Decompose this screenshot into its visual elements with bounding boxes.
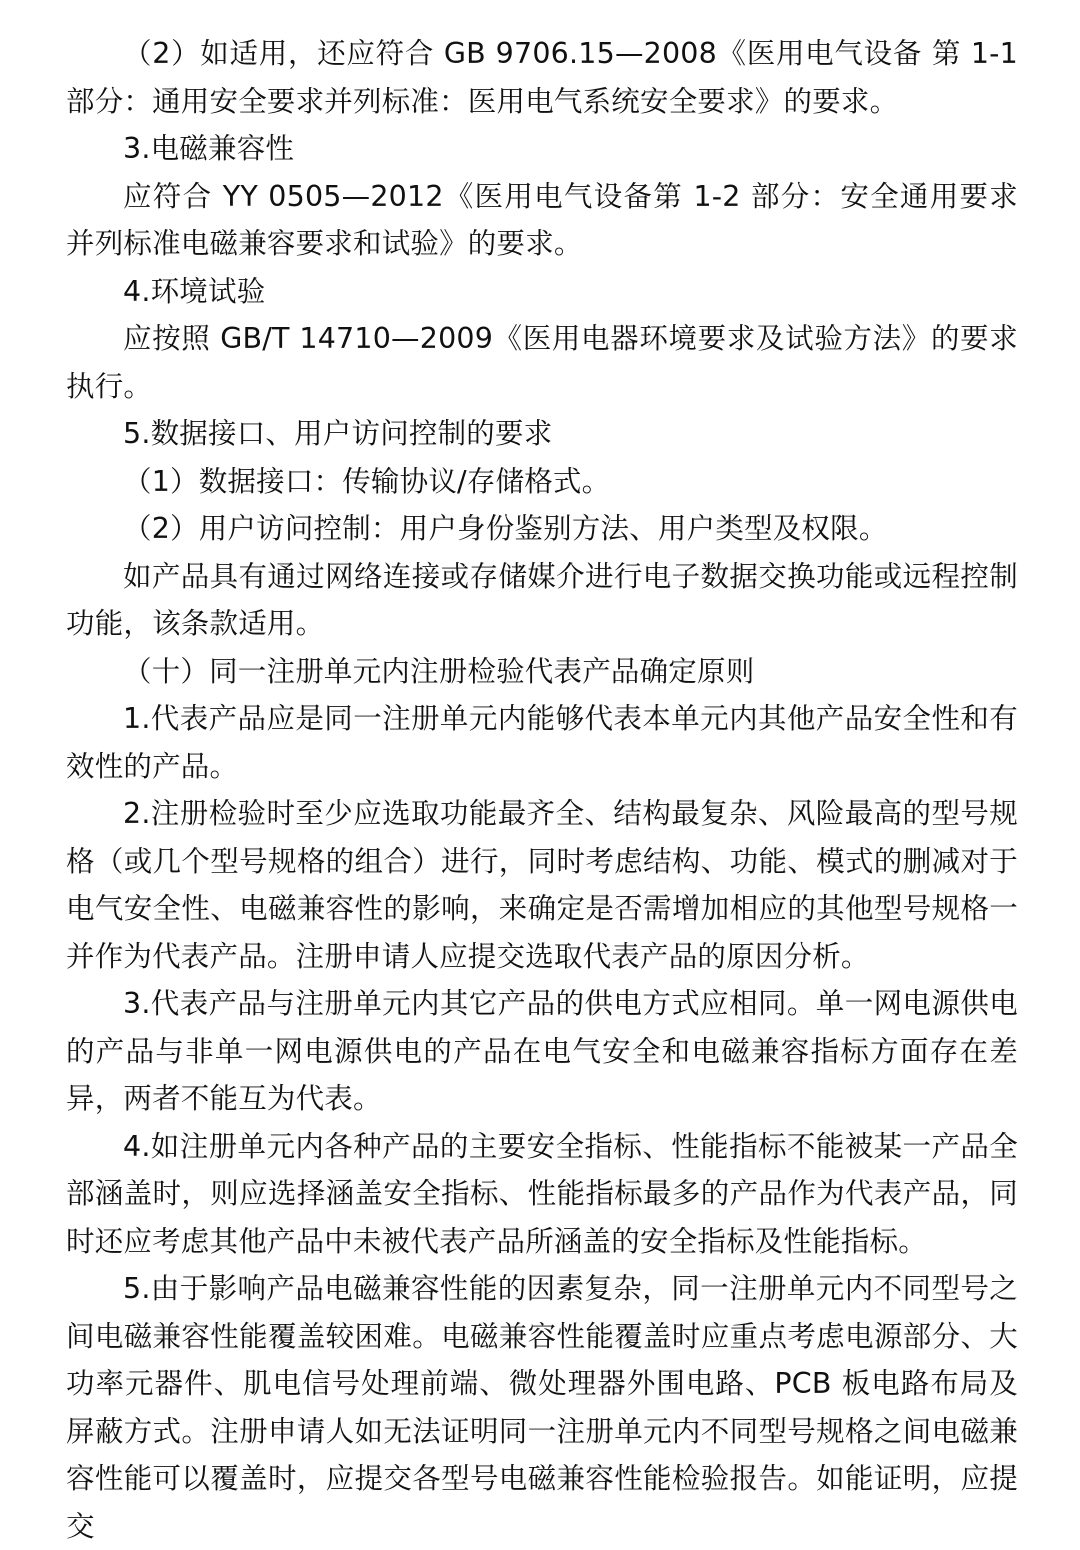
- paragraph-user-access-control: （2）用户访问控制：用户身份鉴别方法、用户类型及权限。: [123, 512, 888, 545]
- paragraph-principle-3: 3.代表产品与注册单元内其它产品的供电方式应相同。单一网电源供电的产品与非单一网电源供电的产品在电气安全和电磁兼容指标方面存在差异，两者不能互为代表。: [66, 987, 1018, 1115]
- document-body: [66, 30, 1018, 1550]
- paragraph-principle-4: 4.如注册单元内各种产品的主要安全指标、性能指标不能被某一产品全部涵盖时，则应选择涵盖安全指标、性能指标最多的产品作为代表产品，同时还应考虑其他产品中未被代表产品所涵盖的安全指标及性能指标。: [66, 1129, 1018, 1258]
- heading-representative-product-principles: （十）同一注册单元内注册检验代表产品确定原则: [123, 654, 755, 688]
- heading-environment-test: 4.环境试验: [123, 274, 266, 308]
- paragraph-principle-5: 5.由于影响产品电磁兼容性能的因素复杂，同一注册单元内不同型号之间电磁兼容性能覆盖较困难。电磁兼容性能覆盖时应重点考虑电源部分、大功率元器件、肌电信号处理前端、微处理器外围电路、PCB 板电路布局及屏蔽方式。注册申请人如无法证明同一注册单元内不同型号规格之间电磁兼容性能可以覆盖时，应提交各型号电磁兼容性能检验报告。如能证明，应提交: [66, 1272, 1018, 1543]
- paragraph-environment-standard: 应按照 GB/T 14710—2009《医用电器环境要求及试验方法》的要求执行。: [66, 322, 1018, 403]
- heading-emc: 3.电磁兼容性: [123, 132, 295, 165]
- paragraph-data-interface: （1）数据接口：传输协议/存储格式。: [123, 464, 611, 498]
- paragraph-emc-standard: 应符合 YY 0505—2012《医用电气设备第 1-2 部分：安全通用要求并列标准电磁兼容要求和试验》的要求。: [66, 179, 1018, 260]
- paragraph-applicability-system-safety: （2）如适用，还应符合 GB 9706.15—2008《医用电气设备 第 1-1 部分：通用安全要求并列标准：医用电气系统安全要求》的要求。: [66, 37, 1018, 118]
- paragraph-principle-2: 2.注册检验时至少应选取功能最齐全、结构最复杂、风险最高的型号规格（或几个型号规格的组合）进行，同时考虑结构、功能、模式的删减对于电气安全性、电磁兼容性的影响，来确定是否需增加相应的其他型号规格一并作为代表产品。注册申请人应提交选取代表产品的原因分析。: [66, 797, 1018, 973]
- paragraph-clause-applicability: 如产品具有通过网络连接或存储媒介进行电子数据交换功能或远程控制功能，该条款适用。: [66, 559, 1018, 640]
- heading-data-interface-access: 5.数据接口、用户访问控制的要求: [123, 417, 553, 450]
- paragraph-principle-1: 1.代表产品应是同一注册单元内能够代表本单元内其他产品安全性和有效性的产品。: [66, 702, 1018, 783]
